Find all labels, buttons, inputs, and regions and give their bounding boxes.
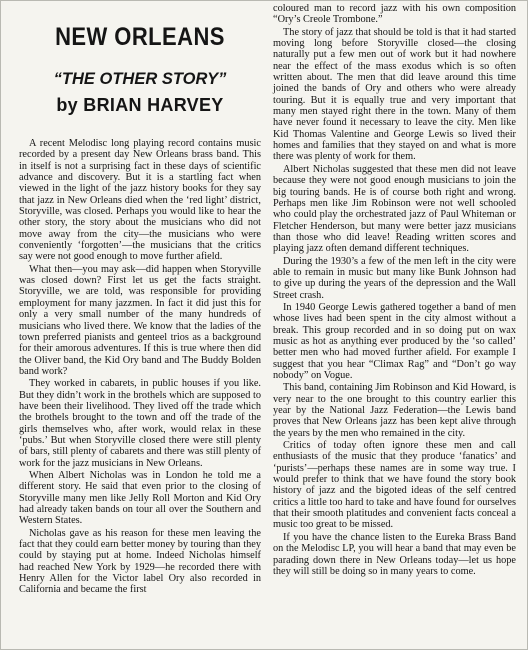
paragraph: Albert Nicholas suggested that these men did not leave because they were not good enough musicians to join the big touring bands. He is of course both right and wrong. Perhaps men like Jim Robinson were not well schooled who could play the orchestrated jazz of Paul Whiteman or Fletcher Henderson, but many were better jazz musicians than those who did leave! Reading written scores and playing jazz often demand different techniques.	[273, 163, 516, 255]
paragraph: If you have the chance listen to the Eureka Brass Band on the Melodisc LP, you will hear a band that may even be parading down there in New Orleans today—let us hope they will still be doing so in many years to come.	[273, 531, 516, 577]
paragraph: What then—you may ask—did happen when Storyville was closed down? First let us get the facts straight. Storyville, we are told, was responsible for providing employment for many jazzmen. In fact it did just this for only a very small number of the many hundreds of musicians who lived there. We know that the ladies of the town preferred pianists and genteel trios as a background for their amorous adventures. If this is true where then did the Oliver band, the Kid Ory band and The Buddy Bolden band work?	[19, 263, 261, 377]
left-body-text	[19, 138, 261, 596]
right-column	[273, 3, 516, 578]
paragraph: In 1940 George Lewis gathered together a band of men whose lives had been spent in the city almost without a break. This group recorded and in so doing put on wax music as hot as anything ever produced by the ‘so called’ better men who had moved further afield. For example I suggest that you hear “Climax Rag” and “Don’t go way nobody” on Vogue.	[273, 301, 516, 381]
paragraph: During the 1930’s a few of the men left in the city were able to remain in music but many like Bunk Johnson had to give up during the years of the depression and the Wall Street crash.	[273, 255, 516, 301]
paragraph: Critics of today often ignore these men and call enthusiasts of the music that they produce ‘fanatics’ and ‘purists’—perhaps these names are in some way true. I would prefer to think that we have found the story book history of jazz and the bigoted ideas of the self centred critics a little too hard to take and have found for ourselves that their smooth platitudes and convenient facts conceal a music too great to be missed.	[273, 440, 516, 531]
paragraph: When Albert Nicholas was in London he told me a different story. He said that even prior to the closing of Storyville many men like Jelly Roll Morton and Kid Ory had already taken bands on tour all over the Southern and Western States.	[19, 469, 261, 527]
article-headline: NEW ORLEANS	[55, 23, 225, 51]
paragraph: Nicholas gave as his reason for these men leaving the fact that they could earn better money by touring than they could by staying put at home. Indeed Nicholas himself had reached New York by 1929—he recorded there with Henry Allen for the Victor label Ory also recorded in California and became the first	[19, 527, 261, 596]
paragraph: They worked in cabarets, in public houses if you like. But they didn’t work in the brothels which are supposed to have been their livelihood. They lived off the trade which the brothels brought to the town and off the trade of the girls themselves who, after work, would relax in these ‘pubs.’ But when Storyville closed there were still plenty of bars, still plenty of cabarets and there was still plenty of work for the jazz musicians in New Orleans.	[19, 378, 261, 469]
paragraph: A recent Melodisc long playing record contains music recorded by a present day New Orleans brass band. This in itself is not a surprising fact in these days of scientific advance and discovery. But it is a startling fact when viewed in the light of the jazz history books for they say that jazz in New Orleans died when the ‘red light’ district, Storyville, was closed. Perhaps you would like to hear the other story, the story about the musicians who did not move away from the city—the musicians who were conveniently ‘forgotten’—the musicians that the critics say were not good enough to move further afield.	[19, 138, 261, 263]
article-subtitle: “THE OTHER STORY”	[53, 70, 227, 88]
article-byline: by BRIAN HARVEY	[56, 95, 224, 115]
left-column	[19, 1, 261, 597]
paragraph: This band, containing Jim Robinson and Kid Howard, is very near to the one brought to this country earlier this year by the National Jazz Federation—the Lewis band proves that New Orleans jazz has been kept alive through the years by the men who remained in the city.	[273, 382, 516, 439]
paragraph: The story of jazz that should be told is that it had started moving long before Storyville closed—the closing naturally put a few men out of work but it had nowhere near the effect of the mass exodus which is so often written about. The men that did leave around this time joined the bands of Ory and others who were already touring. But it is equally true and very important that many men stayed right there in the town. Many of them have never found it necessary to leave the city. Men like Kid Thomas Valentine and George Lewis so lived their homes and families that they stayed on and what is more there was plenty of work for them.	[273, 26, 516, 163]
paragraph-continuation: coloured man to record jazz with his own composition “Ory’s Creole Trombone.”	[273, 3, 516, 26]
